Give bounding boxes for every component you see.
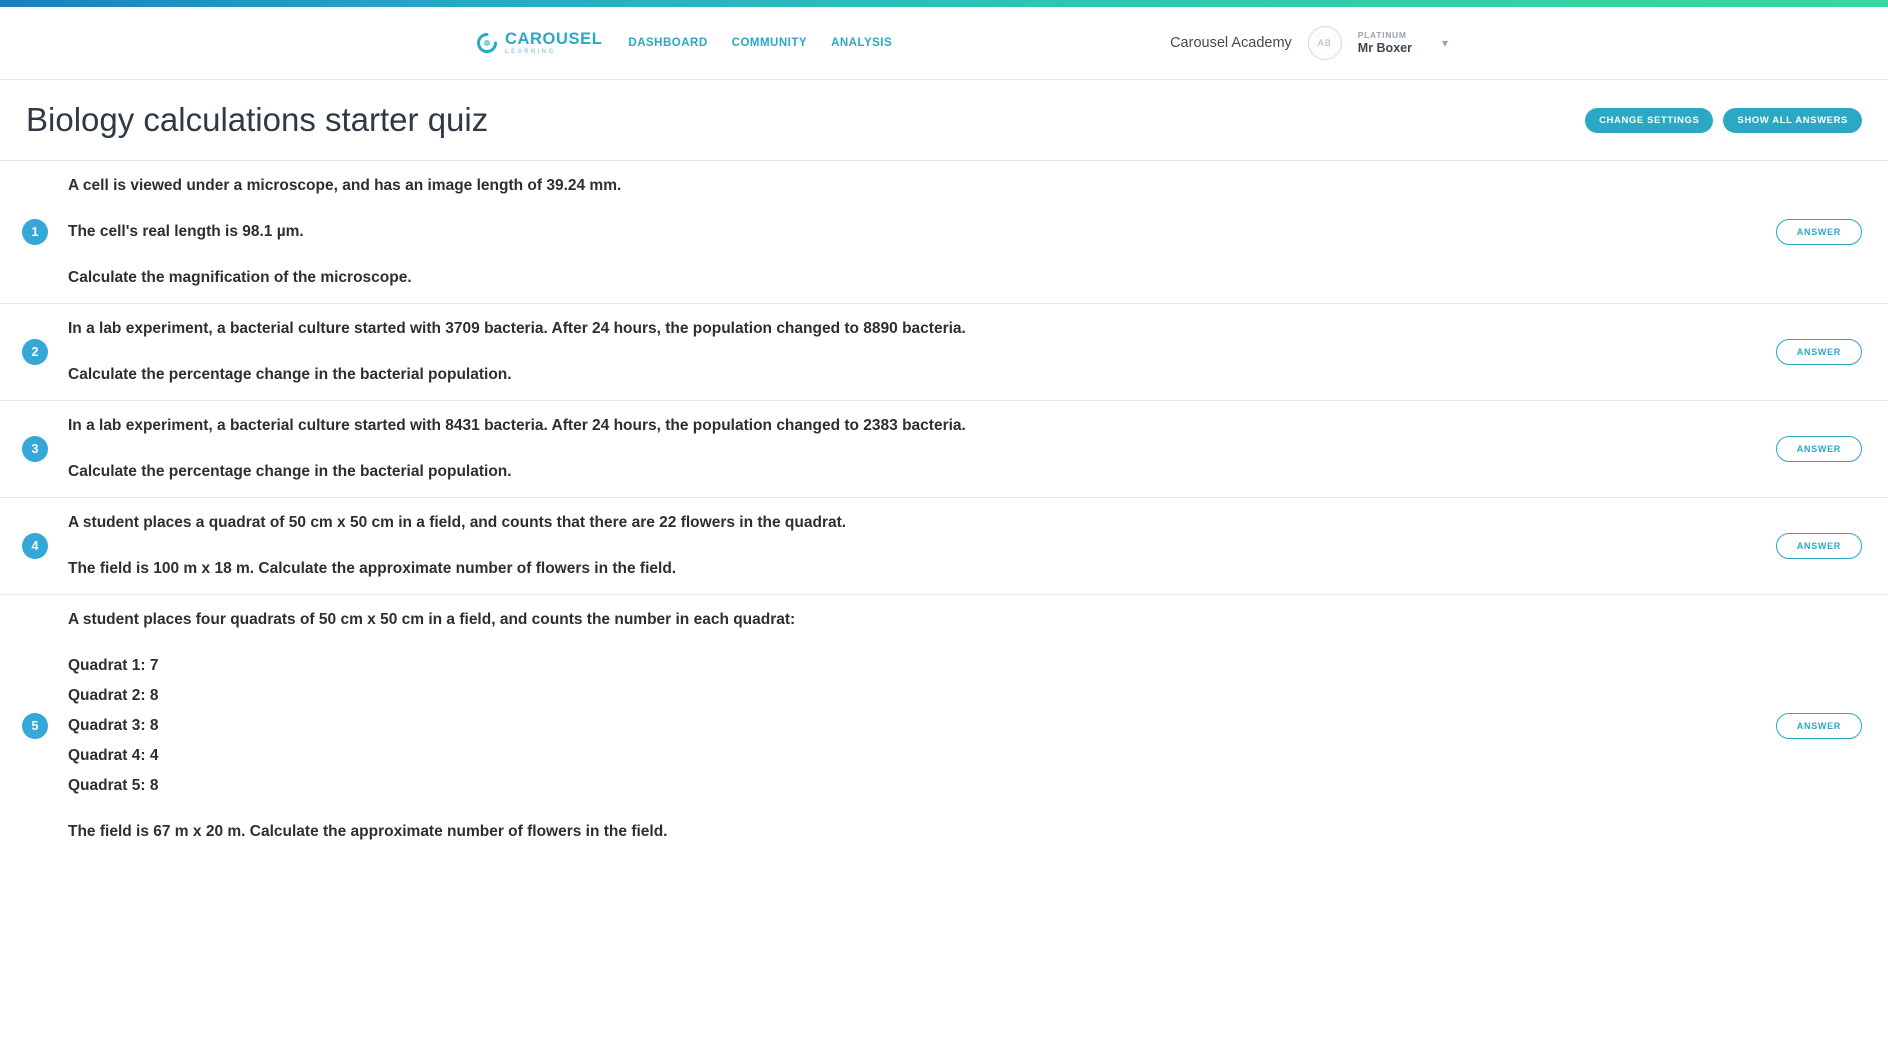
change-settings-button[interactable]: CHANGE SETTINGS <box>1585 108 1713 133</box>
question-row <box>0 401 1888 498</box>
question-body <box>48 511 1776 581</box>
show-all-answers-button[interactable]: SHOW ALL ANSWERS <box>1723 108 1862 133</box>
question-text-line: The field is 67 m x 20 m. Calculate the approximate number of flowers in the field. <box>68 823 668 841</box>
header-actions <box>1585 108 1862 133</box>
chevron-down-icon[interactable]: ▾ <box>1441 36 1448 50</box>
question-text-line: Quadrat 5: 8 <box>68 777 159 795</box>
question-list <box>0 160 1888 857</box>
avatar[interactable]: AB <box>1308 26 1342 60</box>
nav-item-analysis[interactable]: ANALYSIS <box>831 37 893 49</box>
question-body <box>48 608 1776 844</box>
question-body <box>48 174 1776 290</box>
question-text-line: In a lab experiment, a bacterial culture started with 3709 bacteria. After 24 hours, the population changed to 8890 bacteria. <box>68 320 966 338</box>
question-text-line: A student places four quadrats of 50 cm x 50 cm in a field, and counts the number in each quadrat: <box>68 611 796 629</box>
question-text-line: A student places a quadrat of 50 cm x 50 cm in a field, and counts that there are 22 flowers in the quadrat. <box>68 514 847 532</box>
main-nav-links <box>628 37 892 49</box>
question-number: 3 <box>22 436 48 462</box>
question-body <box>48 414 1776 484</box>
answer-button[interactable]: ANSWER <box>1776 219 1862 245</box>
page-header <box>0 80 1888 160</box>
question-text-line: The field is 100 m x 18 m. Calculate the approximate number of flowers in the field. <box>68 560 677 578</box>
question-row <box>0 304 1888 401</box>
question-row <box>0 498 1888 595</box>
question-row <box>0 595 1888 857</box>
question-text-line: Quadrat 4: 4 <box>68 747 159 765</box>
question-text-line: Calculate the percentage change in the bacterial population. <box>68 366 512 384</box>
question-body <box>48 317 1776 387</box>
question-text-line: In a lab experiment, a bacterial culture started with 8431 bacteria. After 24 hours, the population changed to 2383 bacteria. <box>68 417 966 435</box>
question-number: 2 <box>22 339 48 365</box>
question-text-line: Quadrat 3: 8 <box>68 717 159 735</box>
question-text-line: The cell's real length is 98.1 µm. <box>68 223 304 241</box>
question-text-line: Quadrat 2: 8 <box>68 687 159 705</box>
brand-logo[interactable] <box>476 31 602 56</box>
brand-title: CAROUSEL <box>505 29 603 48</box>
top-accent-bar <box>0 0 1888 7</box>
user-tier-badge: PLATINUM <box>1357 29 1407 40</box>
question-text-line: Calculate the percentage change in the bacterial population. <box>68 463 512 481</box>
brand-subtitle: LEARNING <box>505 49 556 56</box>
answer-button[interactable]: ANSWER <box>1776 533 1862 559</box>
top-navigation-bar <box>0 7 1888 80</box>
question-text-line: Quadrat 1: 7 <box>68 657 159 675</box>
question-number: 5 <box>22 713 48 739</box>
question-text-line: Calculate the magnification of the microscope. <box>68 269 412 287</box>
question-row <box>0 161 1888 304</box>
answer-button[interactable]: ANSWER <box>1776 436 1862 462</box>
question-number: 4 <box>22 533 48 559</box>
nav-item-dashboard[interactable]: DASHBOARD <box>628 37 708 49</box>
user-name: Mr Boxer <box>1357 40 1412 55</box>
page-title: Biology calculations starter quiz <box>26 101 489 138</box>
answer-button[interactable]: ANSWER <box>1776 339 1862 365</box>
school-name: Carousel Academy <box>1170 35 1292 51</box>
question-number: 1 <box>22 219 48 245</box>
carousel-swirl-icon <box>476 32 498 54</box>
answer-button[interactable]: ANSWER <box>1776 713 1862 739</box>
nav-item-community[interactable]: COMMUNITY <box>731 37 808 49</box>
question-text-line: A cell is viewed under a microscope, and has an image length of 39.24 mm. <box>68 177 622 194</box>
